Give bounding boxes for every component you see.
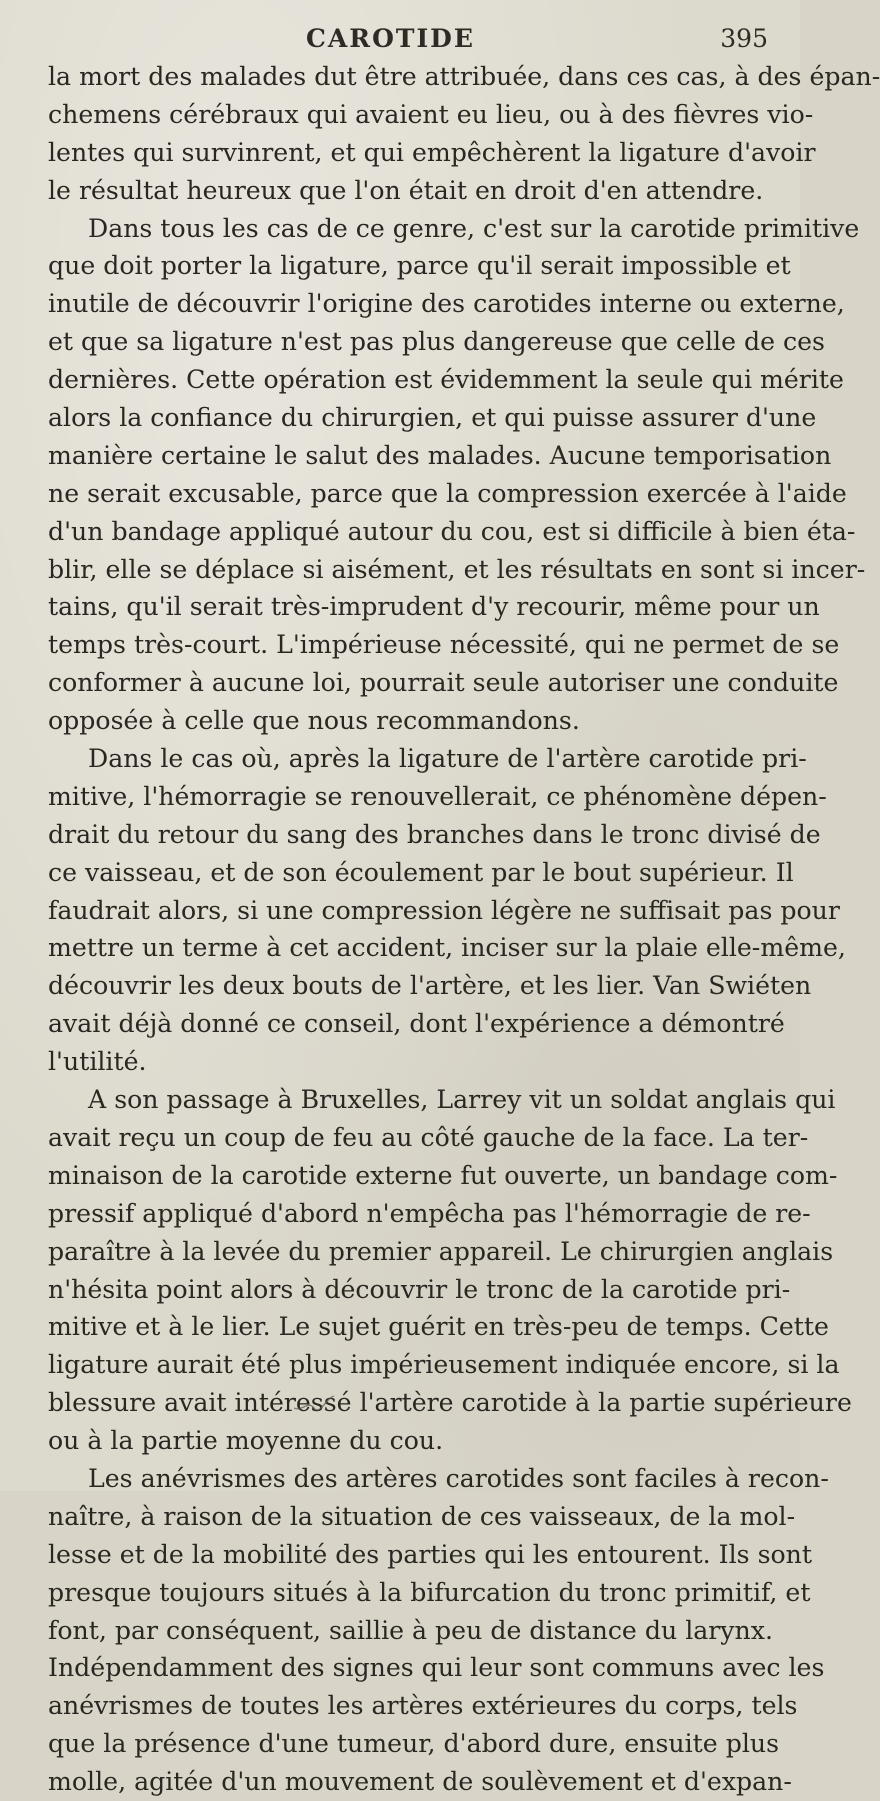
text-line: d'un bandage appliqué autour du cou, est si difficile à bien éta-: [48, 516, 856, 546]
running-title: CAROTIDE: [306, 24, 475, 53]
text-line: presque toujours situés à la bifurcation du tronc primitif, et: [48, 1577, 811, 1607]
text-line: inutile de découvrir l'origine des carotides interne ou externe,: [48, 289, 845, 319]
text-line: dernières. Cette opération est évidemment la seule qui mérite: [48, 365, 844, 395]
text-line: lentes qui survinrent, et qui empêchèrent la ligature d'avoir: [48, 137, 816, 167]
body-text: [48, 58, 880, 1801]
text-line: ligature aurait été plus impérieusement indiquée encore, si la: [48, 1350, 840, 1380]
paragraph-start-line: Dans le cas où, après la ligature de l'artère carotide pri-: [88, 744, 807, 774]
text-line: ou à la partie moyenne du cou.: [48, 1426, 444, 1456]
text-line: paraître à la levée du premier appareil. Le chirurgien anglais: [48, 1236, 834, 1266]
text-line: drait du retour du sang des branches dans le tronc divisé de: [48, 819, 821, 849]
text-line: pressif appliqué d'abord n'empêcha pas l'hémorragie de re-: [48, 1198, 811, 1228]
page-header: [0, 14, 800, 54]
text-line: temps très-court. L'impérieuse nécessité, qui ne permet de se: [48, 630, 840, 660]
text-line: Indépendamment des signes qui leur sont communs avec les: [48, 1653, 825, 1683]
text-line: molle, agitée d'un mouvement de soulèvement et d'expan-: [48, 1767, 792, 1797]
text-line: minaison de la carotide externe fut ouverte, un bandage com-: [48, 1160, 838, 1190]
text-line: blir, elle se déplace si aisément, et les résultats en sont si incer-: [48, 554, 866, 584]
paragraph-start-line: Les anévrismes des artères carotides sont faciles à recon-: [88, 1463, 829, 1493]
text-line: blessure avait intéressé l'artère carotide à la partie supérieure: [48, 1388, 852, 1418]
text-line: que doit porter la ligature, parce qu'il serait impossible et: [48, 251, 791, 281]
text-line: chemens cérébraux qui avaient eu lieu, ou à des fièvres vio-: [48, 99, 814, 129]
text-line: font, par conséquent, saillie à peu de distance du larynx.: [48, 1615, 773, 1645]
text-line: avait reçu un coup de feu au côté gauche de la face. La ter-: [48, 1122, 809, 1152]
text-line: n'hésita point alors à découvrir le tronc de la carotide pri-: [48, 1274, 791, 1304]
text-line: l'utilité.: [48, 1047, 147, 1077]
paragraph-start-line: A son passage à Bruxelles, Larrey vit un soldat anglais qui: [88, 1085, 836, 1115]
text-line: et que sa ligature n'est pas plus dangereuse que celle de ces: [48, 327, 825, 357]
paragraph-start-line: Dans tous les cas de ce genre, c'est sur la carotide primitive: [88, 213, 860, 243]
text-line: faudrait alors, si une compression légère ne suffisait pas pour: [48, 895, 840, 925]
text-line: alors la confiance du chirurgien, et qui puisse assurer d'une: [48, 403, 817, 433]
text-line: opposée à celle que nous recommandons.: [48, 706, 580, 736]
text-line: tains, qu'il serait très-imprudent d'y recourir, même pour un: [48, 592, 820, 622]
ink-smudge-mark: [290, 1392, 340, 1416]
text-line: mitive, l'hémorragie se renouvellerait, ce phénomène dépen-: [48, 781, 827, 811]
text-line: que la présence d'une tumeur, d'abord dure, ensuite plus: [48, 1729, 780, 1759]
text-line: manière certaine le salut des malades. Aucune temporisation: [48, 440, 832, 470]
text-line: la mort des malades dut être attribuée, dans ces cas, à des épan-: [48, 62, 880, 91]
text-line: ne serait excusable, parce que la compression exercée à l'aide: [48, 478, 847, 508]
text-line: mitive et à le lier. Le sujet guérit en très-peu de temps. Cette: [48, 1312, 829, 1342]
text-line: mettre un terme à cet accident, inciser sur la plaie elle-même,: [48, 933, 846, 963]
text-line: le résultat heureux que l'on était en droit d'en attendre.: [48, 175, 764, 205]
text-line: conformer à aucune loi, pourrait seule autoriser une conduite: [48, 668, 839, 698]
text-line: découvrir les deux bouts de l'artère, et les lier. Van Swiéten: [48, 971, 812, 1001]
text-line: anévrismes de toutes les artères extérieures du corps, tels: [48, 1691, 798, 1721]
page-number: 395: [720, 24, 768, 53]
text-line: avait déjà donné ce conseil, dont l'expérience a démontré: [48, 1009, 785, 1039]
text-line: ce vaisseau, et de son écoulement par le bout supérieur. Il: [48, 857, 794, 887]
text-line: naître, à raison de la situation de ces vaisseaux, de la mol-: [48, 1501, 796, 1531]
text-line: lesse et de la mobilité des parties qui les entourent. Ils sont: [48, 1539, 813, 1569]
